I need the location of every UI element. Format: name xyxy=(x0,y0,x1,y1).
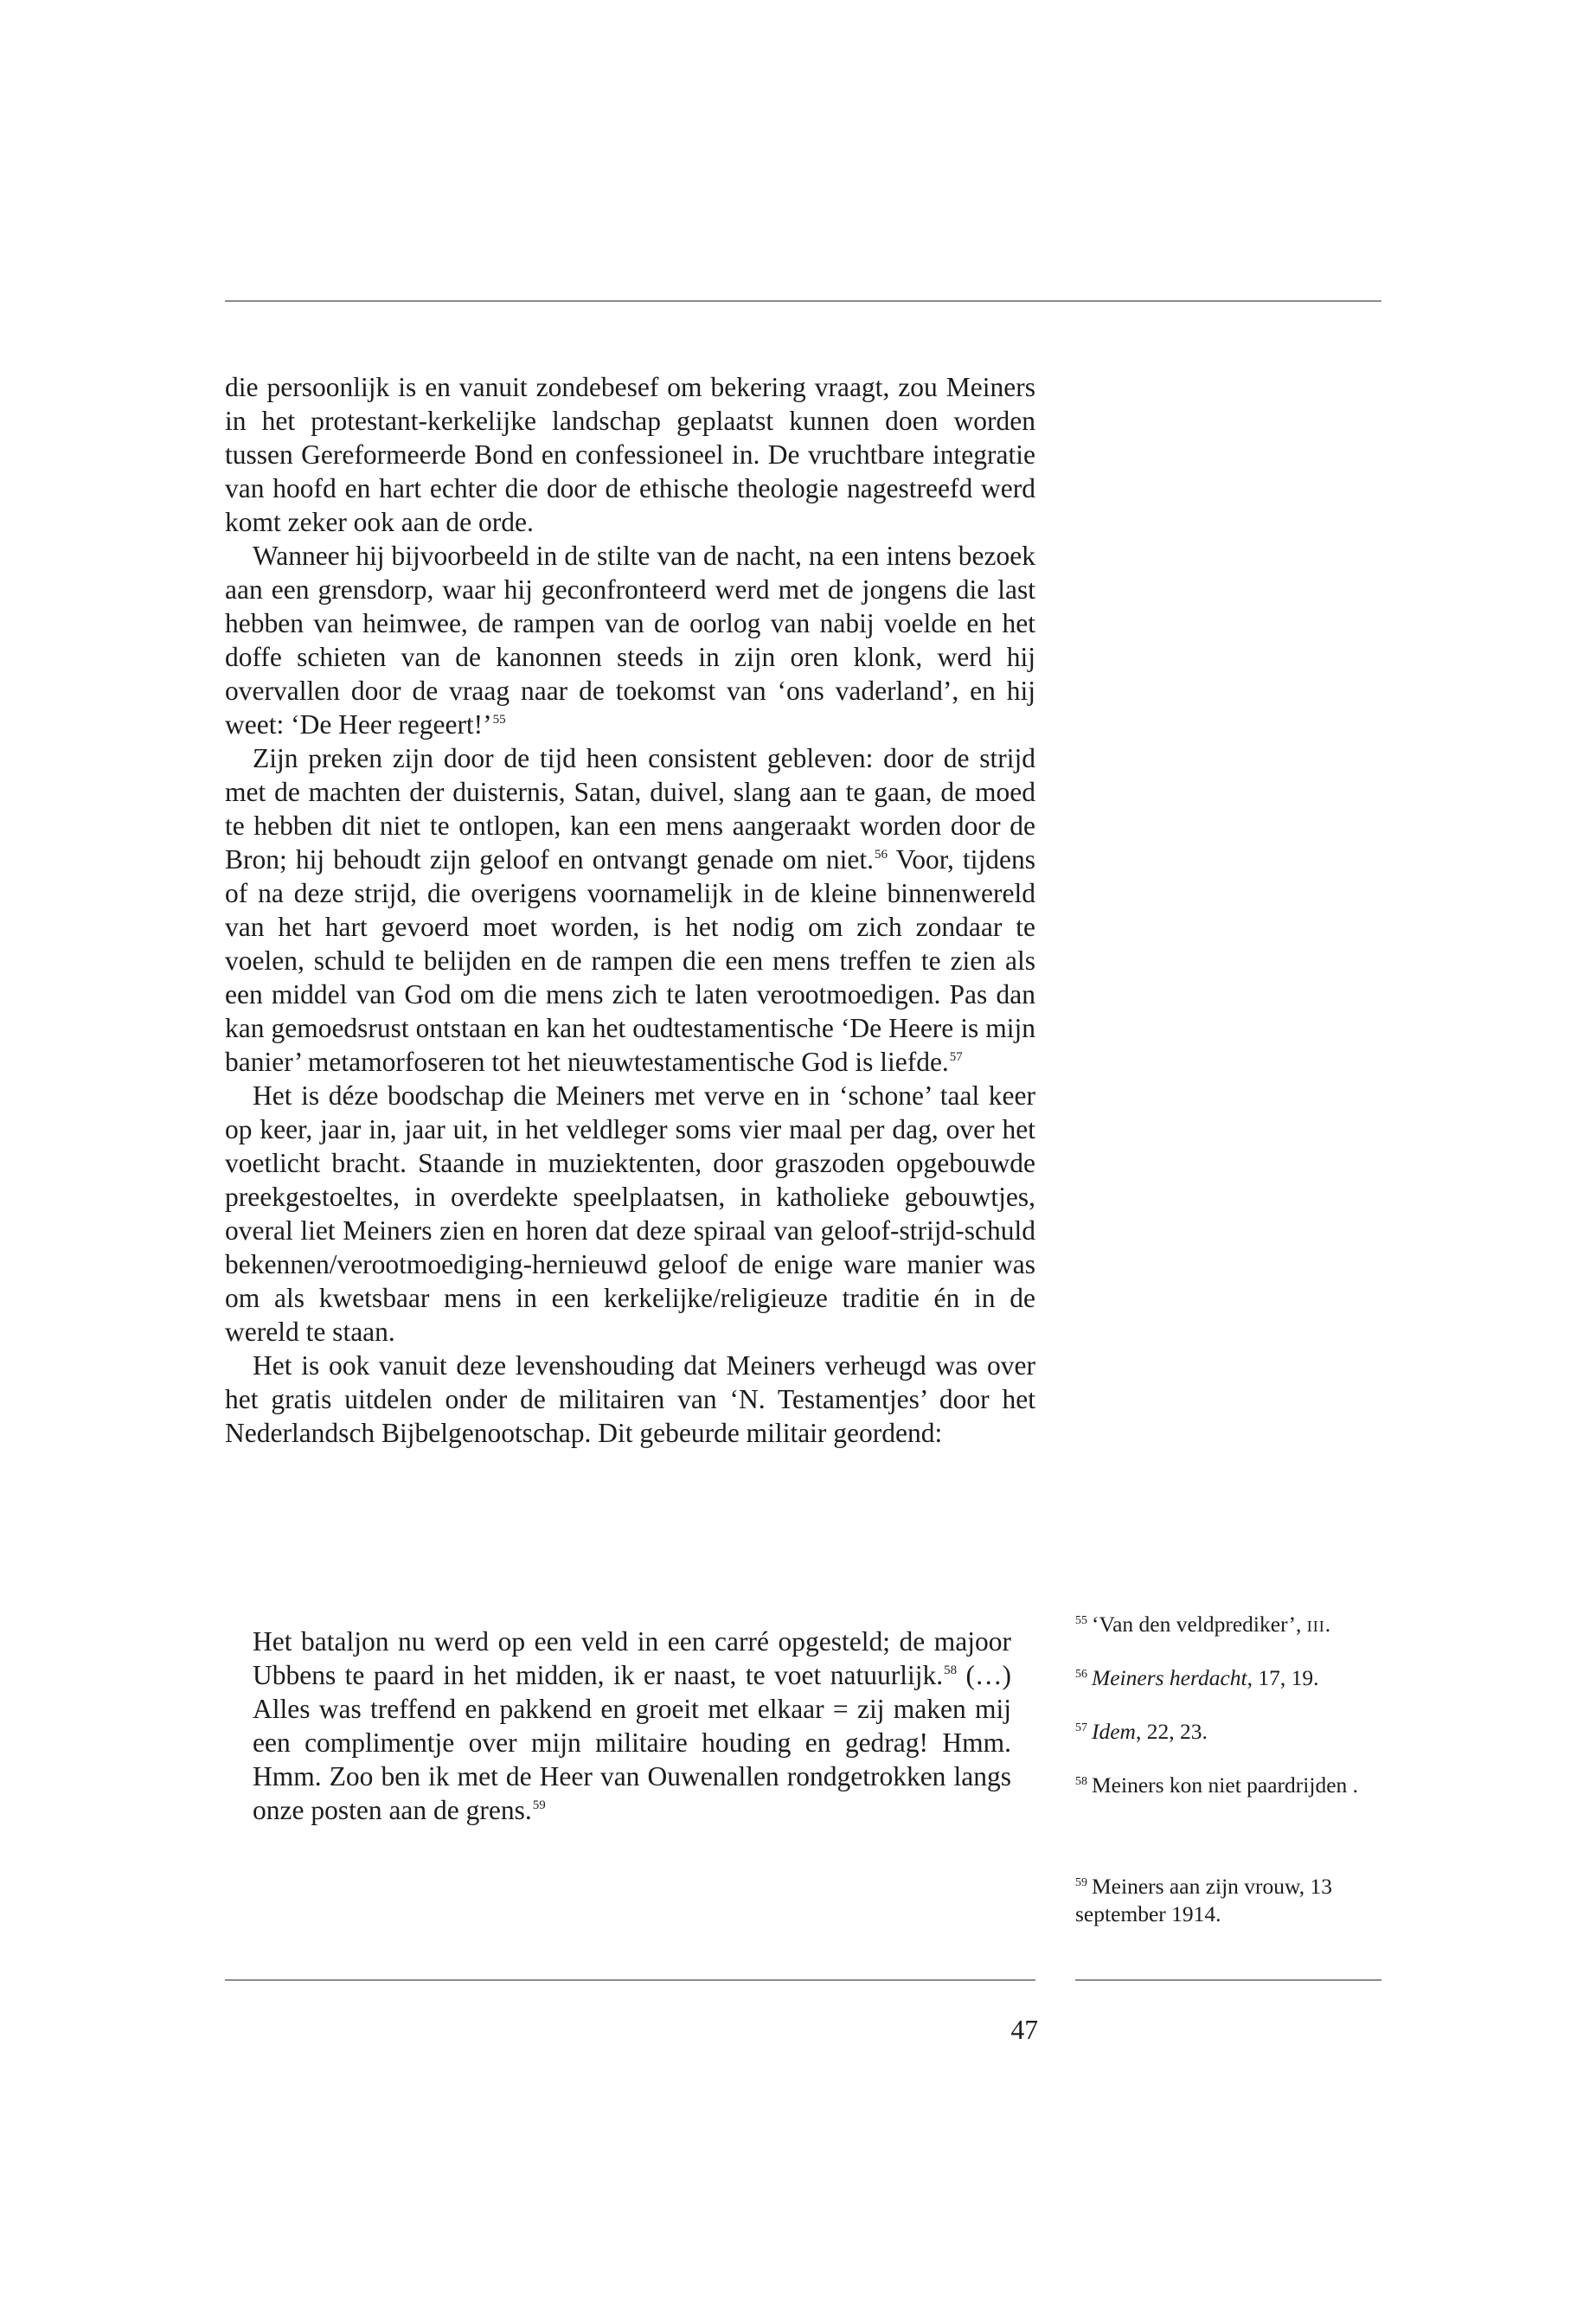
footnote-number: 58 xyxy=(1075,1775,1087,1788)
top-rule xyxy=(225,300,1381,302)
footnote-ref-58[interactable]: 58 xyxy=(944,1663,958,1677)
block-quote-text-b: (…) Alles was treffend en pakkend en groeit met elkaar = zij maken mij een complimentje over mijn militaire houding en gedrag! Hmm. Hmm. Zoo ben ik met de Heer van Ouwenallen rondgetrokken langs onze posten aan de grens. xyxy=(253,1660,1012,1825)
bottom-rule-footnotes xyxy=(1075,1979,1381,1981)
paragraph-1 xyxy=(225,370,1035,539)
footnote-55 xyxy=(1075,1611,1387,1638)
paragraph-1-text: die persoonlijk is en vanuit zondebesef om bekering vraagt, zou Meiners in het protestant-kerkelijke landschap geplaatst kunnen doen worden tussen Gereformeerde Bond en confessioneel in. De vruchtbare integratie van hoofd en hart echter die door de ethische theologie nagestreefd werd komt zeker ook aan de orde. xyxy=(225,372,1035,537)
paragraph-2 xyxy=(225,539,1035,741)
footnote-number: 56 xyxy=(1075,1668,1087,1681)
footnote-59 xyxy=(1075,1873,1387,1928)
paragraph-3-text-b: Voor, tijdens of na deze strijd, die overigens voornamelijk in de kleine binnenwereld van het hart gevoerd moet worden, is het nodig om zich zondaar te voelen, schuld te belijden en de rampen die een mens treffen te zien als een middel van God om die mens zich te laten verootmoedigen. Pas dan kan gemoedsrust ontstaan en kan het oudtestamentische ‘De Heere is mijn banier’ metamorfoseren tot het nieuwtestamentische God is liefde. xyxy=(225,844,1036,1077)
footnote-italic-title: Meiners herdacht xyxy=(1092,1665,1247,1690)
block-quote-paragraph xyxy=(253,1625,1011,1827)
paragraph-4-text: Het is déze boodschap die Meiners met verve en in ‘schone’ taal keer op keer, jaar in, jaar uit, in het veldleger soms vier maal per dag, over het voetlicht bracht. Staande in muziektenten, door graszoden opgebouwde preekgestoeltes, in overdekte speelplaatsen, in katholieke gebouwtjes, overal liet Meiners zien en horen dat deze spiraal van geloof-strijd-schuld bekennen/verootmoediging-hernieuwd geloof de enige ware manier was om als kwetsbaar mens in een kerkelijke/religieuze traditie én in de wereld te staan. xyxy=(225,1080,1035,1347)
paragraph-3 xyxy=(225,741,1035,1079)
footnote-ref-56[interactable]: 56 xyxy=(875,848,888,862)
footnote-ref-57[interactable]: 57 xyxy=(949,1050,963,1064)
footnote-text: Meiners kon niet paardrijden . xyxy=(1092,1772,1359,1798)
footnote-text: , 17, 19. xyxy=(1247,1665,1319,1690)
footnote-text: , 22, 23. xyxy=(1135,1719,1208,1744)
footnote-roman-page: iii. xyxy=(1306,1612,1332,1637)
footnote-number: 55 xyxy=(1075,1614,1087,1627)
bottom-rule-main xyxy=(225,1979,1035,1981)
footnote-number: 59 xyxy=(1075,1876,1087,1889)
footnote-number: 57 xyxy=(1075,1721,1087,1734)
paragraph-5-text: Het is ook vanuit deze levenshouding dat Meiners verheugd was over het gratis uitdelen onder de militairen van ‘N. Testamentjes’ door het Nederlandsch Bijbelgenootschap. Dit gebeurde militair geordend: xyxy=(225,1350,1035,1448)
paragraph-5 xyxy=(225,1349,1035,1450)
main-text-column xyxy=(225,370,1035,1450)
paragraph-4 xyxy=(225,1079,1035,1349)
footnote-ref-55[interactable]: 55 xyxy=(492,713,506,727)
footnote-57 xyxy=(1075,1718,1387,1746)
footnote-ref-59[interactable]: 59 xyxy=(532,1798,546,1812)
paragraph-2-text: Wanneer hij bijvoorbeeld in de stilte van de nacht, na een intens bezoek aan een grensdorp, waar hij geconfronteerd werd met de jongens die last hebben van heimwee, de rampen van de oorlog van nabij voelde en het doffe schieten van de kanonnen steeds in zijn oren klonk, werd hij overvallen door de vraag naar de toekomst van ‘ons vaderland’, en hij weet: ‘De Heer regeert!’ xyxy=(225,541,1035,740)
footnote-italic-title: Idem xyxy=(1092,1719,1136,1744)
footnote-56 xyxy=(1075,1664,1387,1692)
paragraph-3-text-a: Zijn preken zijn door de tijd heen consistent gebleven: door de strijd met de machten der duisternis, Satan, duivel, slang aan te gaan, de moed te hebben dit niet te ontlopen, kan een mens aangeraakt worden door de Bron; hij behoudt zijn geloof en ontvangt genade om niet. xyxy=(225,743,1035,875)
footnote-58 xyxy=(1075,1772,1387,1799)
footnote-text: ‘Van den veldprediker’, xyxy=(1092,1612,1307,1637)
page-number: 47 xyxy=(1010,2015,1038,2045)
block-quote-text-a: Het bataljon nu werd op een veld in een carré opgesteld; de majoor Ubbens te paard in het midden, ik er naast, te voet natuurlijk. xyxy=(253,1626,1011,1690)
block-quote xyxy=(253,1625,1011,1827)
footnote-text: Meiners aan zijn vrouw, 13 september 1914. xyxy=(1075,1874,1333,1926)
